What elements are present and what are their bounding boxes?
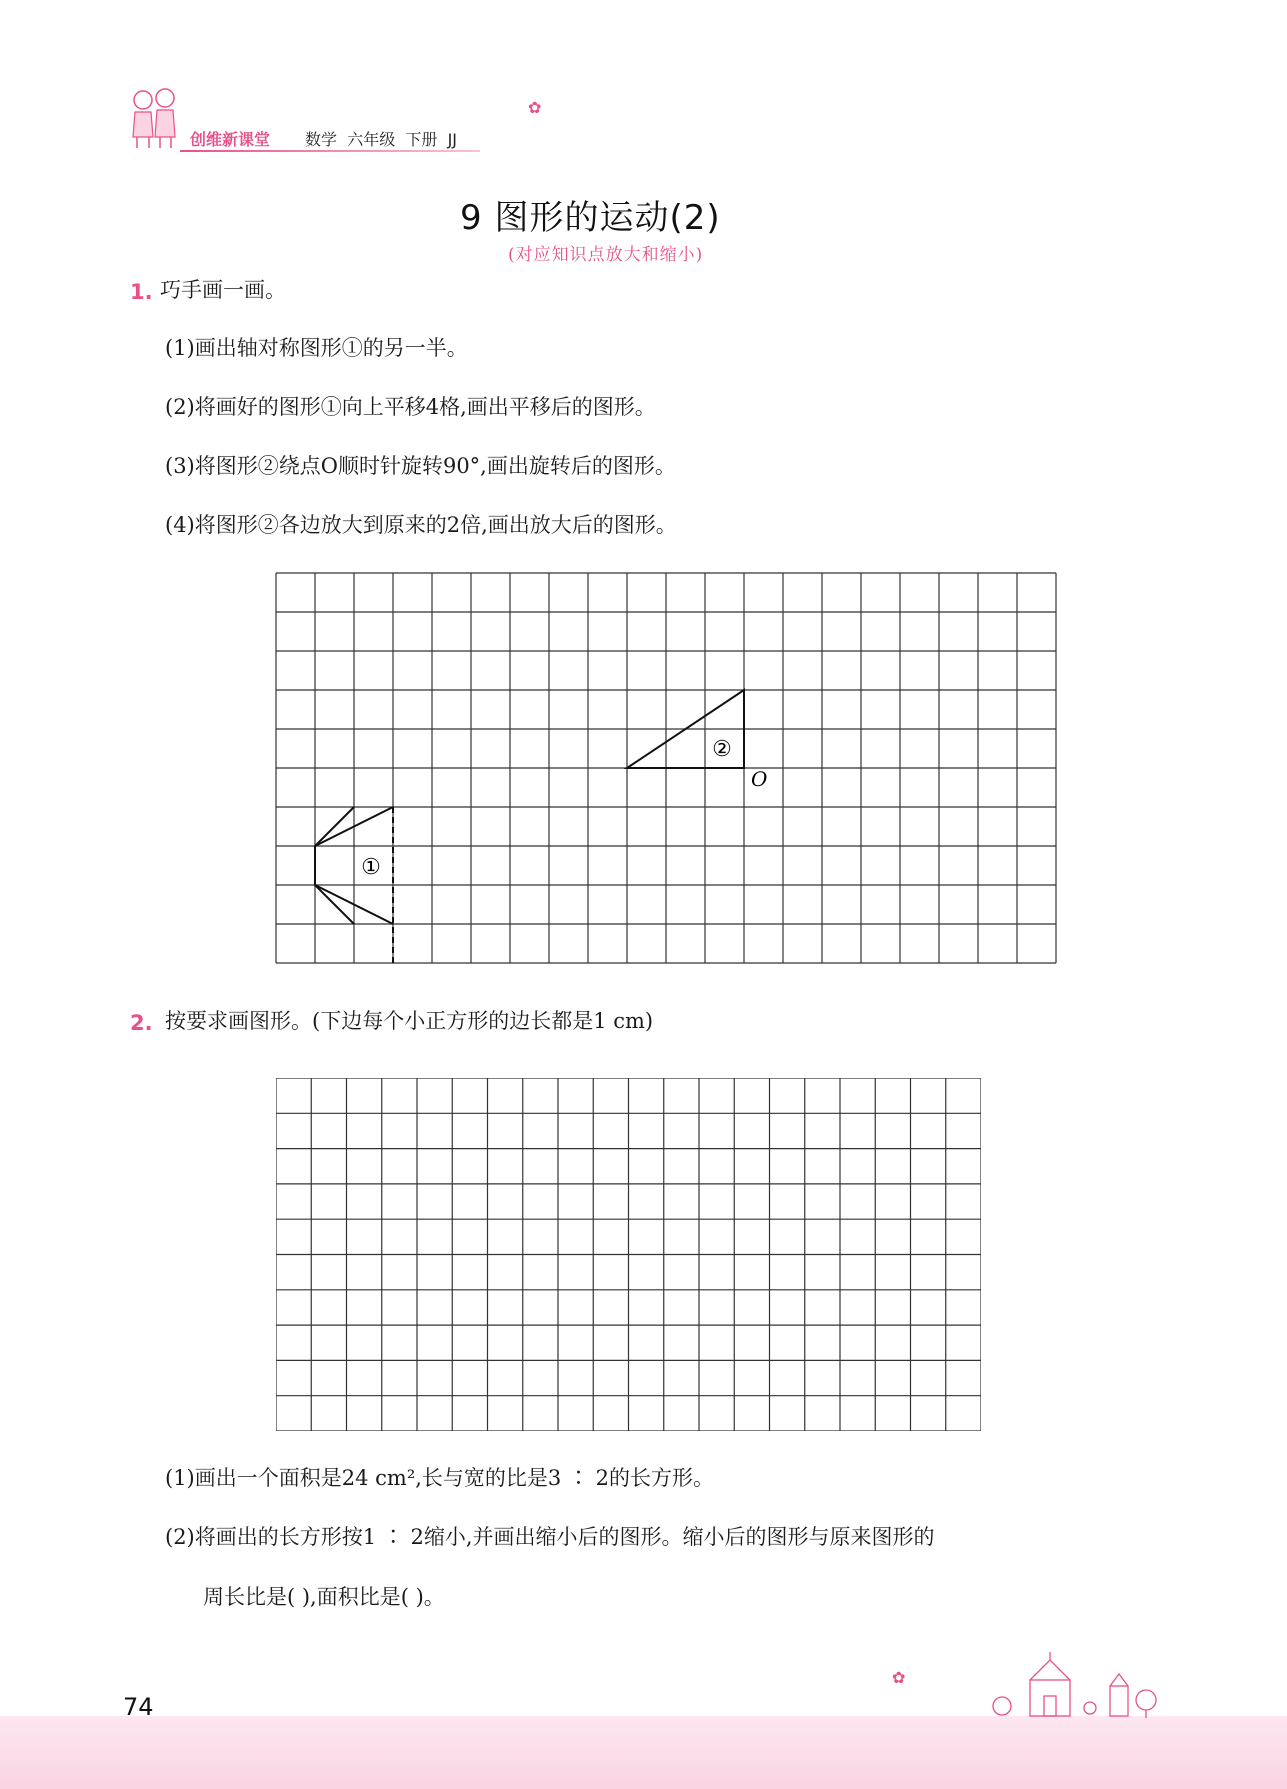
- term: 下册: [405, 130, 438, 149]
- question-2-number: 2.: [130, 1011, 153, 1035]
- question-2-item-2: (2)将画出的长方形按1 ∶ 2缩小,并画出缩小后的图形。缩小后的图形与原来图形的: [165, 1525, 935, 1549]
- header-subject: [305, 127, 457, 150]
- subject: 数学: [305, 130, 338, 149]
- header-underline: [180, 150, 480, 152]
- question-2-item-3: 周长比是( ),面积比是( )。: [203, 1585, 445, 1609]
- question-1-item-3: (3)将图形②绕点O顺时针旋转90°,画出旋转后的图形。: [165, 454, 676, 478]
- shape-1-label: ①: [361, 855, 381, 880]
- question-1-item-4: (4)将图形②各边放大到原来的2倍,画出放大后的图形。: [165, 513, 677, 537]
- flower-icon-footer: ✿: [892, 1668, 906, 1687]
- brand-name: 创维新课堂: [190, 130, 271, 149]
- castle-illustration: [990, 1650, 1170, 1724]
- shape-1-half: [315, 807, 354, 924]
- question-2-prompt: 按要求画图形。(下边每个小正方形的边长都是1 cm): [165, 1009, 654, 1033]
- question-1-item-2: (2)将画好的图形①向上平移4格,画出平移后的图形。: [165, 395, 656, 419]
- edition: JJ: [447, 130, 457, 149]
- question-2-grid[interactable]: [276, 1078, 981, 1435]
- point-o-label: O: [751, 767, 768, 791]
- flower-icon: ✿: [528, 98, 542, 117]
- header-illustration: [125, 82, 185, 152]
- question-1-prompt: 巧手画一画。: [160, 278, 286, 302]
- footer-band: [0, 1716, 1287, 1789]
- shape-2-label: ②: [712, 737, 732, 762]
- question-1-grid[interactable]: [276, 573, 1056, 967]
- grade: 六年级: [347, 130, 396, 149]
- page-title: 9 图形的运动(2): [460, 198, 721, 238]
- page-subtitle: (对应知识点放大和缩小): [508, 245, 704, 265]
- question-1-number: 1.: [130, 280, 153, 304]
- page-number: 74: [123, 1693, 154, 1721]
- question-1-item-1: (1)画出轴对称图形①的另一半。: [165, 336, 468, 360]
- question-2-item-1: (1)画出一个面积是24 cm²,长与宽的比是3 ∶ 2的长方形。: [165, 1466, 714, 1490]
